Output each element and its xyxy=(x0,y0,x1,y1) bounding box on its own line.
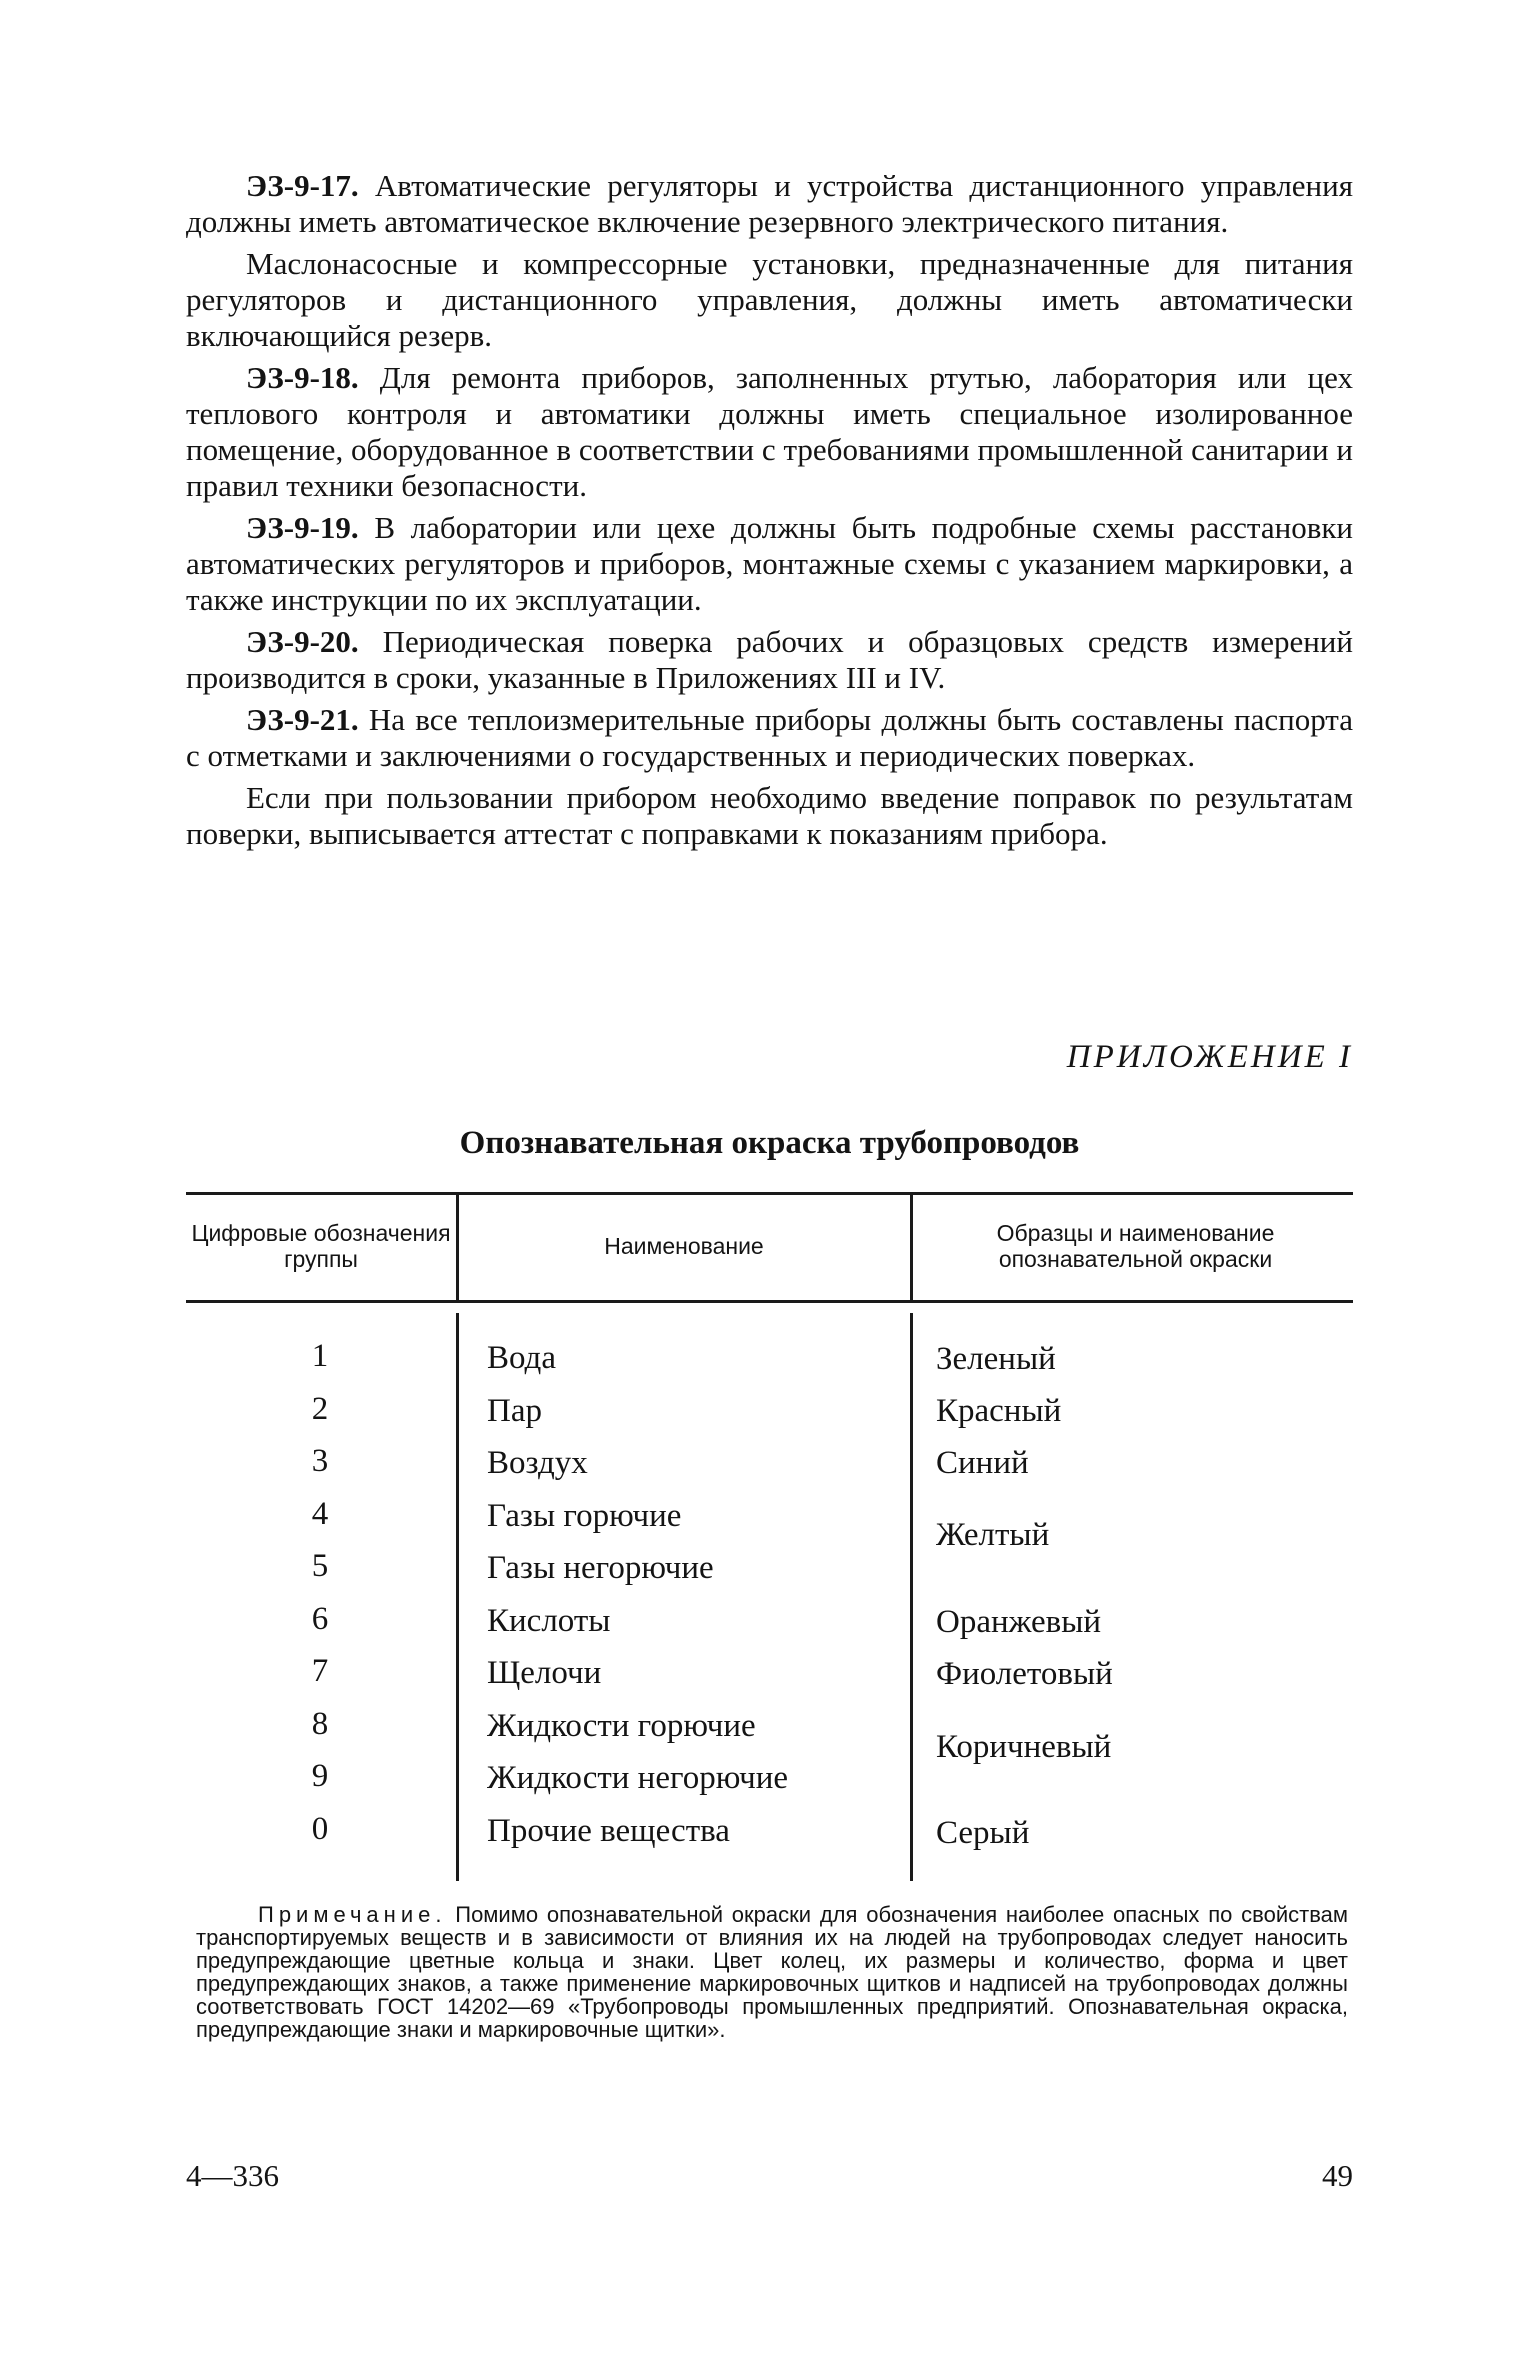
clause-code: ЭЗ-9-20. xyxy=(246,624,359,659)
row-number: 1 xyxy=(311,1338,329,1374)
clause-text: Автоматические регуляторы и устройства дистанционного управления должны иметь автоматическое включение резервного электрического питания. xyxy=(186,168,1353,239)
row-number: 2 xyxy=(311,1391,329,1427)
body-text xyxy=(186,168,1353,858)
column-divider-2 xyxy=(910,1313,913,1881)
paragraph-oil-pump-reserve xyxy=(186,246,1353,354)
color-name: Красный xyxy=(936,1393,1062,1429)
paragraph-e3-9-19 xyxy=(186,510,1353,618)
color-name: Желтый xyxy=(936,1517,1050,1553)
paragraph-e3-9-21 xyxy=(186,702,1353,774)
row-name: Пар xyxy=(487,1393,542,1429)
row-name: Газы горючие xyxy=(487,1498,682,1534)
color-name: Серый xyxy=(936,1815,1030,1851)
paragraph-e3-9-20 xyxy=(186,624,1353,696)
row-name: Вода xyxy=(487,1340,556,1376)
row-name: Щелочи xyxy=(487,1655,602,1691)
color-name: Коричневый xyxy=(936,1729,1112,1765)
clause-text: Периодическая поверка рабочих и образцовых средств измерений производится в сроки, указанные в Приложениях III и IV. xyxy=(186,624,1353,695)
row-name: Газы негорючие xyxy=(487,1550,714,1586)
row-name: Прочие вещества xyxy=(487,1813,730,1849)
clause-code: ЭЗ-9-21. xyxy=(246,702,359,737)
color-name: Оранжевый xyxy=(936,1604,1102,1640)
row-name: Кислоты xyxy=(487,1603,611,1639)
clause-text: Для ремонта приборов, заполненных ртутью, лаборатория или цех теплового контроля и автоматики должны иметь специальное изолированное помещение, оборудованное в соответствии с требованиями промышленной санитарии и правил техники безопасности. xyxy=(186,360,1353,503)
table-header-rule xyxy=(186,1300,1353,1303)
header-divider-2 xyxy=(910,1194,913,1300)
row-number: 7 xyxy=(311,1653,329,1689)
table-top-rule xyxy=(186,1192,1353,1195)
row-name: Воздух xyxy=(487,1445,588,1481)
row-number: 0 xyxy=(311,1811,329,1847)
column-divider-1 xyxy=(456,1313,459,1881)
color-name: Зеленый xyxy=(936,1341,1056,1377)
row-number: 3 xyxy=(311,1443,329,1479)
table-title: Опознавательная окраска трубопроводов xyxy=(459,1125,1080,1161)
clause-text: На все теплоизмерительные приборы должны быть составлены паспорта с отметками и заключениями о государственных и периодических поверках. xyxy=(186,702,1353,773)
page-number: 49 xyxy=(1322,2158,1353,2193)
clause-text: Маслонасосные и компрессорные установки, предназначенные для питания регуляторов и дистанционного управления, должны иметь автоматически включающийся резерв. xyxy=(186,246,1353,353)
header-name: Наименование xyxy=(604,1233,764,1259)
paragraph-e3-9-18 xyxy=(186,360,1353,504)
clause-code: ЭЗ-9-17. xyxy=(246,168,359,203)
paragraph-corrections xyxy=(186,780,1353,852)
color-name: Синий xyxy=(936,1445,1029,1481)
color-name: Фиолетовый xyxy=(936,1656,1113,1692)
note-text: Помимо опознавательной окраски для обозначения наиболее опасных по свойствам транспортируемых веществ и в зависимости от влияния их на людей на трубопроводах следует наносить предупреждающие цветные кольца и знаки. Цвет колец, их размеры и количество, форма и цвет предупреждающих знаков, а также применение маркировочных щитков и надписей на трубопроводах должны соответствовать ГОСТ 14202—69 «Трубопроводы промышленных предприятий. Опознавательная окраска, предупреждающие знаки и маркировочные щитки». xyxy=(196,1902,1348,2042)
row-number: 6 xyxy=(311,1601,329,1637)
row-number: 4 xyxy=(311,1496,329,1532)
clause-text: В лаборатории или цехе должны быть подробные схемы расстановки автоматических регуляторов и приборов, монтажные схемы с указанием маркировки, а также инструкции по их эксплуатации. xyxy=(186,510,1353,617)
table-note xyxy=(196,1903,1348,2041)
note-label: Примечание. xyxy=(258,1902,447,1927)
header-group-code: Цифровые обозначения группы xyxy=(191,1220,451,1272)
appendix-label: ПРИЛОЖЕНИЕ I xyxy=(1066,1039,1353,1075)
header-divider-1 xyxy=(456,1194,459,1300)
paragraph-e3-9-17 xyxy=(186,168,1353,240)
row-name: Жидкости горючие xyxy=(487,1708,756,1744)
clause-text: Если при пользовании прибором необходимо введение поправок по результатам поверки, выписывается аттестат с поправками к показаниям прибора. xyxy=(186,780,1353,851)
row-number: 8 xyxy=(311,1706,329,1742)
clause-code: ЭЗ-9-18. xyxy=(246,360,359,395)
row-number: 5 xyxy=(311,1548,329,1584)
row-name: Жидкости негорючие xyxy=(487,1760,788,1796)
header-color: Образцы и наименование опознавательной окраски xyxy=(996,1220,1275,1272)
printer-signature: 4—336 xyxy=(186,2158,279,2193)
clause-code: ЭЗ-9-19. xyxy=(246,510,359,545)
row-number: 9 xyxy=(311,1758,329,1794)
